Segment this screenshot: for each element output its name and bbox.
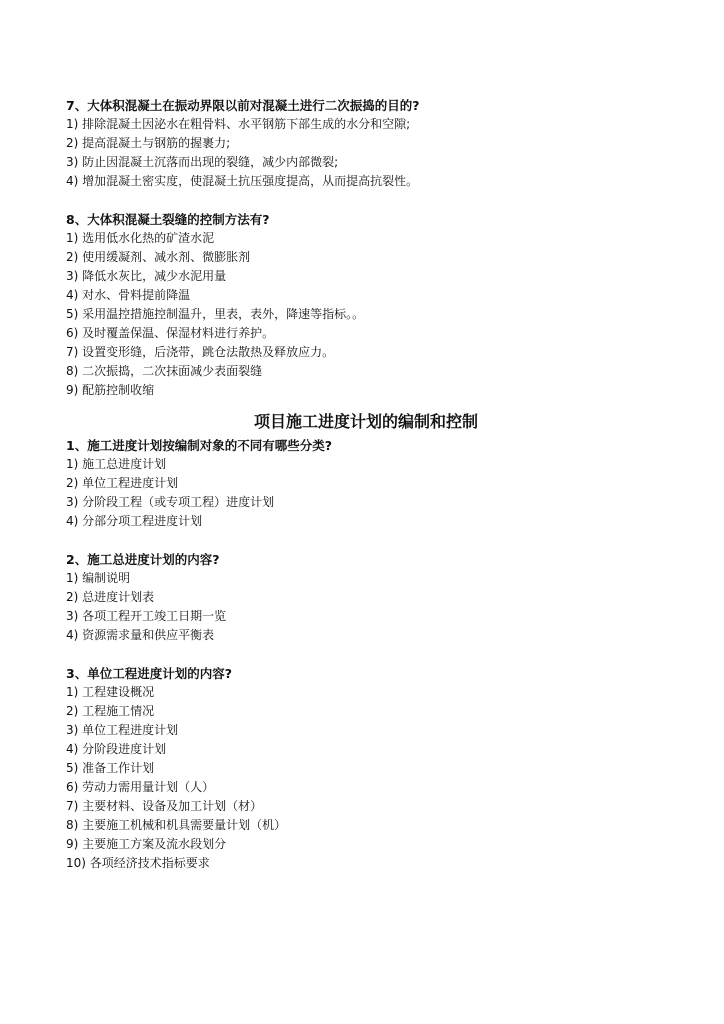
- spacer: [66, 531, 666, 550]
- answer-item: 2) 工程施工情况: [66, 704, 155, 718]
- answer-item: 1) 排除混凝土因泌水在粗骨料、水平钢筋下部生成的水分和空隙;: [66, 117, 411, 131]
- answer-item: 7) 设置变形缝，后浇带，跳仓法散热及释放应力。: [66, 345, 335, 359]
- answer-item: 2) 使用缓凝剂、减水剂、微膨胀剂: [66, 250, 251, 264]
- question-title: 2、施工总进度计划的内容?: [66, 552, 220, 567]
- answer-item: 5) 采用温控措施控制温升，里表，表外，降速等指标。。: [66, 307, 365, 321]
- answer-item: 5) 准备工作计划: [66, 761, 155, 775]
- answer-item: 7) 主要材料、设备及加工计划（材）: [66, 799, 263, 813]
- answer-item: 1) 选用低水化热的矿渣水泥: [66, 231, 215, 245]
- question-7: [66, 96, 666, 191]
- answer-item: 4) 分阶段进度计划: [66, 742, 167, 756]
- question-title: 8、大体积混凝土裂缝的控制方法有?: [66, 212, 270, 227]
- answer-item: 1) 施工总进度计划: [66, 457, 167, 471]
- question-title: 3、单位工程进度计划的内容?: [66, 666, 232, 681]
- answer-item: 6) 劳动力需用量计划（人）: [66, 780, 215, 794]
- question-1: [66, 436, 666, 531]
- answer-item: 6) 及时覆盖保温、保湿材料进行养护。: [66, 326, 275, 340]
- answer-item: 4) 资源需求量和供应平衡表: [66, 628, 215, 642]
- question-title: 7、大体积混凝土在振动界限以前对混凝土进行二次振捣的目的?: [66, 98, 420, 113]
- answer-item: 2) 单位工程进度计划: [66, 476, 179, 490]
- answer-item: 4) 对水、骨料提前降温: [66, 288, 191, 302]
- question-2: [66, 550, 666, 645]
- answer-item: 3) 单位工程进度计划: [66, 723, 179, 737]
- answer-item: 10) 各项经济技术指标要求: [66, 856, 210, 870]
- spacer: [66, 645, 666, 664]
- answer-item: 2) 总进度计划表: [66, 590, 155, 604]
- question-8: [66, 210, 666, 400]
- answer-item: 3) 降低水灰比，减少水泥用量: [66, 269, 227, 283]
- answer-item: 4) 增加混凝土密实度，使混凝土抗压强度提高，从而提高抗裂性。: [66, 174, 419, 188]
- answer-item: 3) 各项工程开工竣工日期一览: [66, 609, 227, 623]
- question-3: [66, 664, 666, 873]
- answer-item: 4) 分部分项工程进度计划: [66, 514, 203, 528]
- answer-item: 1) 工程建设概况: [66, 685, 155, 699]
- answer-item: 3) 防止因混凝土沉落而出现的裂缝，减少内部微裂;: [66, 155, 339, 169]
- answer-item: 2) 提高混凝土与钢筋的握裹力;: [66, 136, 231, 150]
- answer-item: 9) 主要施工方案及流水段划分: [66, 837, 227, 851]
- answer-item: 8) 二次振捣，二次抹面减少表面裂缝: [66, 364, 263, 378]
- spacer: [66, 191, 666, 210]
- answer-item: 1) 编制说明: [66, 571, 131, 585]
- answer-item: 3) 分阶段工程（或专项工程）进度计划: [66, 495, 275, 509]
- document-content: [66, 96, 666, 873]
- question-title: 1、施工进度计划按编制对象的不同有哪些分类?: [66, 438, 332, 453]
- answer-item: 8) 主要施工机械和机具需要量计划（机）: [66, 818, 287, 832]
- answer-item: 9) 配筋控制收缩: [66, 383, 155, 397]
- section-heading: 项目施工进度计划的编制和控制: [253, 412, 478, 431]
